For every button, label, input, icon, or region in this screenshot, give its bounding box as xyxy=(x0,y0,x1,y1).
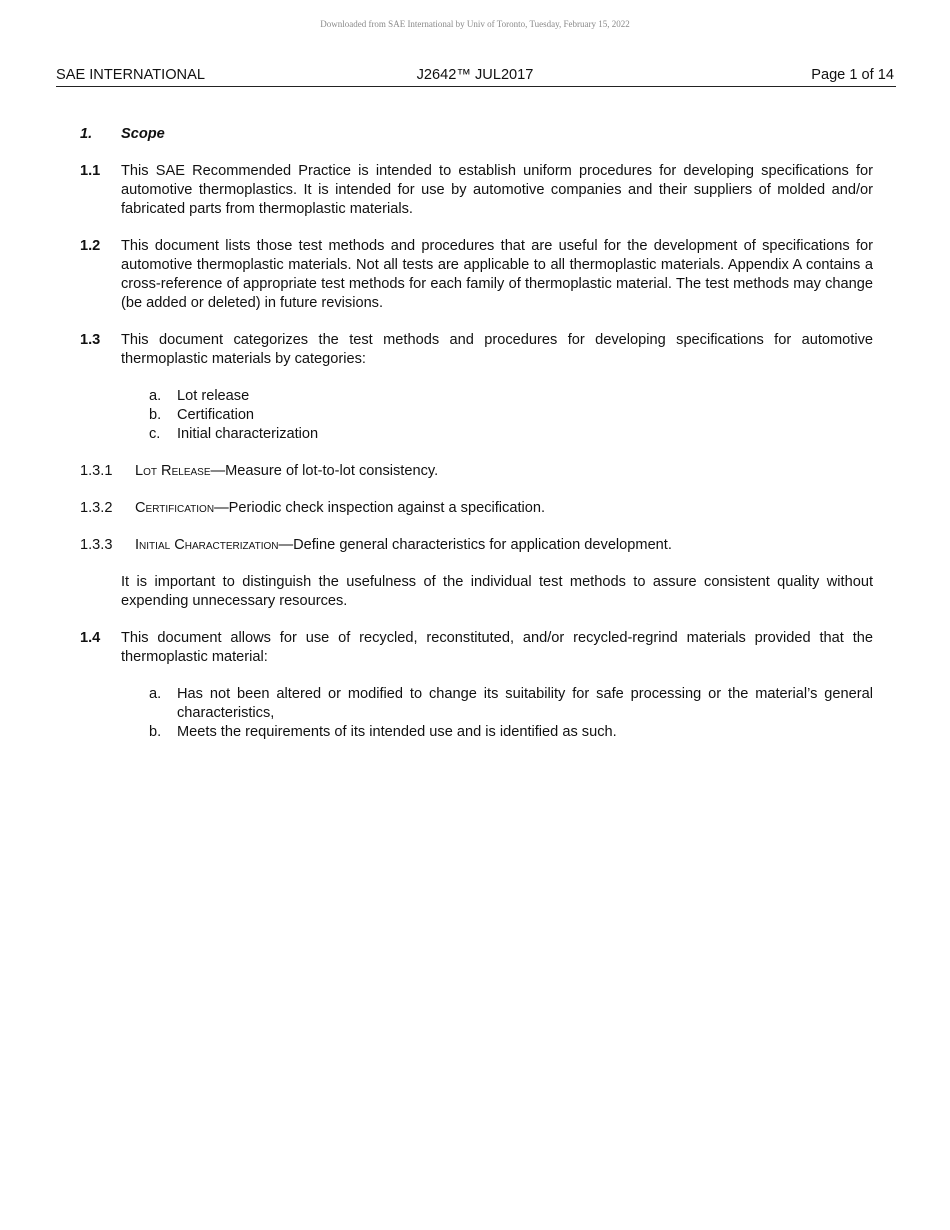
clause-number: 1.4 xyxy=(80,630,101,646)
clause-text: —Define general characteristics for application development. xyxy=(278,537,672,553)
clause-text: —Periodic check inspection against a specification. xyxy=(214,500,546,516)
clause-1-3-1 xyxy=(80,462,873,481)
clause-1-4 xyxy=(80,629,873,667)
clause-text: This document categorizes the test methods and procedures for developing specifications for automotive thermoplastic materials by categories: xyxy=(121,332,873,367)
clause-term: Certification xyxy=(135,500,215,516)
category-list xyxy=(80,387,873,444)
clause-1-3-3 xyxy=(80,536,873,555)
clause-1-2 xyxy=(80,237,873,313)
list-marker: b. xyxy=(149,724,162,740)
section-number: 1. xyxy=(80,126,93,142)
list-marker: b. xyxy=(149,407,162,423)
clause-number: 1.1 xyxy=(80,163,101,179)
list-item-text: Certification xyxy=(177,407,255,423)
header-page-number: Page 1 of 14 xyxy=(811,67,894,83)
clause-1-1 xyxy=(80,162,873,219)
clause-number: 1.3.1 xyxy=(80,463,113,479)
clause-text: This SAE Recommended Practice is intended to establish uniform procedures for developing specifications for automotive thermoplastics. It is intended for use by automotive companies and their suppliers of molded and/or fabricated parts from thermoplastic materials. xyxy=(121,163,873,217)
list-item-text: Has not been altered or modified to change its suitability for safe processing or the material’s general characteristics, xyxy=(177,686,873,721)
clause-number: 1.3.3 xyxy=(80,537,113,553)
clause-text: This document lists those test methods and procedures that are useful for the development of specifications for automotive thermoplastic materials. Not all tests are applicable to all thermoplastic materials. Appendix A contains a cross-reference of appropriate test methods for each family of thermoplastic material. The test methods may change (be added or deleted) in future revisions. xyxy=(121,238,873,311)
condition-list xyxy=(80,685,873,742)
download-watermark: Downloaded from SAE International by Univ of Toronto, Tuesday, February 15, 2022 xyxy=(320,19,630,29)
clause-1-3-note: It is important to distinguish the usefulness of the individual test methods to assure consistent quality without expending unnecessary resources. xyxy=(121,574,873,609)
clause-1-3 xyxy=(80,331,873,369)
clause-term: Initial Characterization xyxy=(135,537,279,553)
clause-term: Lot Release xyxy=(135,463,211,479)
list-item xyxy=(149,723,873,742)
document-body xyxy=(80,125,873,760)
clause-number: 1.3 xyxy=(80,332,101,348)
clause-text: —Measure of lot-to-lot consistency. xyxy=(210,463,439,479)
section-title: Scope xyxy=(121,126,165,142)
list-item-text: Initial characterization xyxy=(177,426,319,442)
page-header xyxy=(56,66,896,87)
list-marker: a. xyxy=(149,686,162,702)
list-marker: a. xyxy=(149,388,162,404)
clause-text: This document allows for use of recycled, reconstituted, and/or recycled-regrind materials provided that the thermoplastic material: xyxy=(121,630,873,665)
header-organization: SAE INTERNATIONAL xyxy=(56,67,205,83)
list-item xyxy=(149,406,873,425)
section-heading xyxy=(80,125,873,144)
list-item-text: Lot release xyxy=(177,388,250,404)
list-item xyxy=(149,685,873,723)
clause-number: 1.2 xyxy=(80,238,101,254)
list-item xyxy=(149,425,873,444)
header-document-id: J2642™ JUL2017 xyxy=(416,67,534,83)
clause-1-3-2 xyxy=(80,499,873,518)
list-item xyxy=(149,387,873,406)
list-item-text: Meets the requirements of its intended use and is identified as such. xyxy=(177,724,617,740)
list-marker: c. xyxy=(149,426,161,442)
clause-number: 1.3.2 xyxy=(80,500,113,516)
